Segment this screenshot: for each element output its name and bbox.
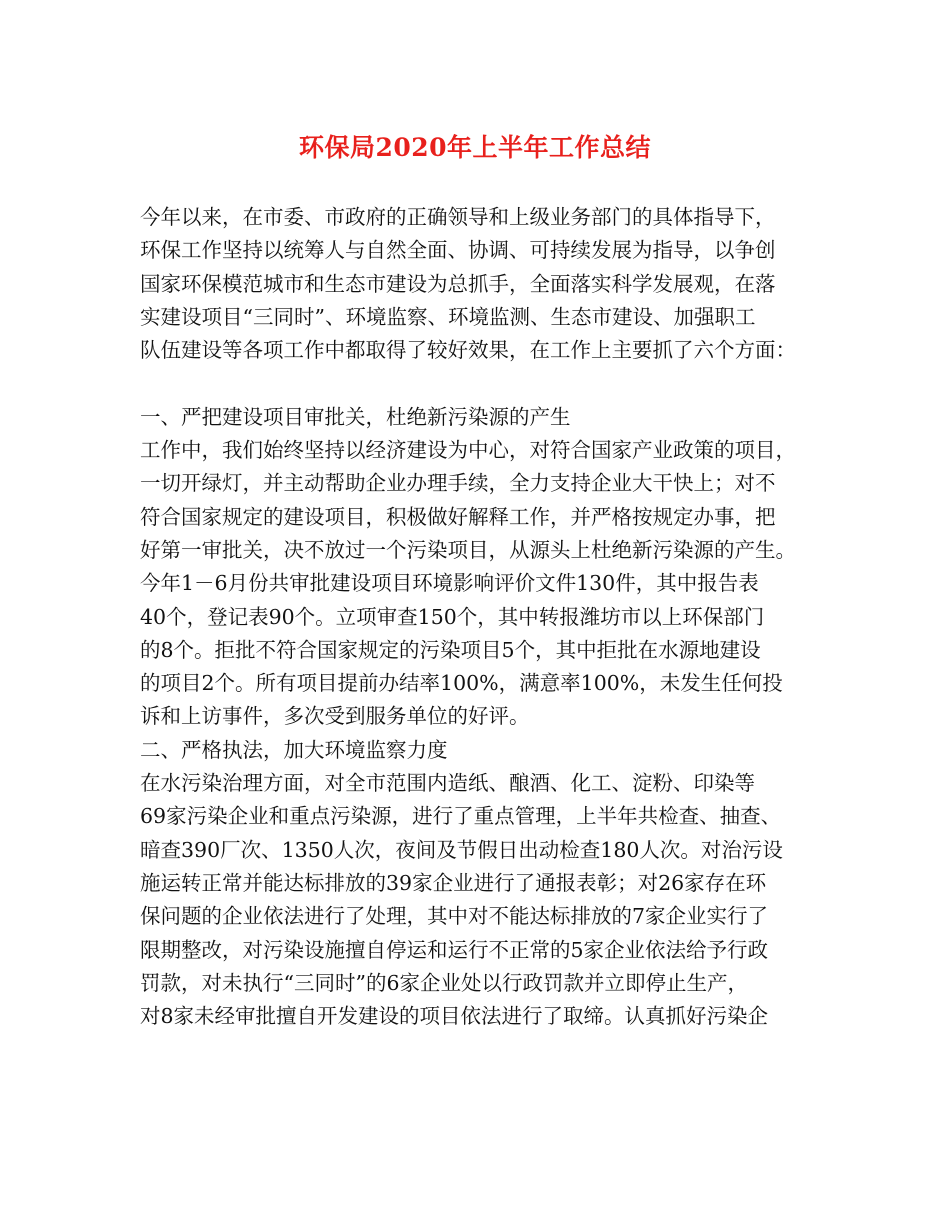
text-line: 今年1－6月份共审批建设项目环境影响评价文件130件，其中报告表 <box>140 571 759 596</box>
text-line: 符合国家规定的建设项目，积极做好解释工作，并严格按规定办事，把 <box>140 504 776 529</box>
text-line: 保问题的企业依法进行了处理，其中对不能达标排放的7家企业实行了 <box>140 904 769 929</box>
text-line: 施运转正常并能达标排放的39家企业进行了通报表彰；对26家存在环 <box>140 870 767 895</box>
text-line: 罚款，对未执行“三同时”的6家企业处以行政罚款并立即停止生产， <box>140 970 749 995</box>
text-line: 环保工作坚持以统筹人与自然全面、协调、可持续发展为指导，以争创 <box>140 238 776 263</box>
text-line: 好第一审批关，决不放过一个污染项目，从源头上杜绝新污染源的产生。 <box>140 537 796 562</box>
text-line: 40个，登记表90个。立项审查150个，其中转报潍坊市以上环保部门 <box>140 604 765 629</box>
text-line: 在水污染治理方面，对全市范围内造纸、酿酒、化工、淀粉、印染等 <box>140 771 755 796</box>
section-heading-2: 二、严格执法，加大环境监察力度 <box>140 737 448 762</box>
text-line: 诉和上访事件，多次受到服务单位的好评。 <box>140 704 530 729</box>
text-line: 的8个。拒批不符合国家规定的污染项目5个，其中拒批在水源地建设 <box>140 637 761 662</box>
text-line: 工作中，我们始终坚持以经济建设为中心，对符合国家产业政策的项目， <box>140 438 796 463</box>
section-heading-1: 一、严把建设项目审批关，杜绝新污染源的产生 <box>140 404 571 429</box>
text-line: 暗查390厂次、1350人次，夜间及节假日出动检查180人次。对治污设 <box>140 837 783 862</box>
text-line: 国家环保模范城市和生态市建设为总抓手，全面落实科学发展观，在落 <box>140 271 776 296</box>
text-line: 一切开绿灯，并主动帮助企业办理手续，全力支持企业大干快上；对不 <box>140 471 776 496</box>
text-line: 的项目2个。所有项目提前办结率100%，满意率100%，未发生任何投 <box>140 671 783 696</box>
paragraph-gap <box>140 367 830 400</box>
text-line: 队伍建设等各项工作中都取得了较好效果，在工作上主要抓了六个方面： <box>140 338 796 363</box>
text-line: 今年以来，在市委、市政府的正确领导和上级业务部门的具体指导下， <box>140 205 776 229</box>
document-title: 环保局2020年上半年工作总结 <box>298 133 652 162</box>
text-line: 对8家未经审批擅自开发建设的项目依法进行了取缔。认真抓好污染企 <box>140 1004 769 1029</box>
text-line: 实建设项目“三同时”、环境监察、环境监测、生态市建设、加强职工 <box>140 304 756 329</box>
text-line: 限期整改，对污染设施擅自停运和运行不正常的5家企业依法给予行政 <box>140 937 769 962</box>
text-line: 69家污染企业和重点污染源，进行了重点管理，上半年共检查、抽查、 <box>140 804 782 829</box>
document-body <box>140 201 830 1033</box>
